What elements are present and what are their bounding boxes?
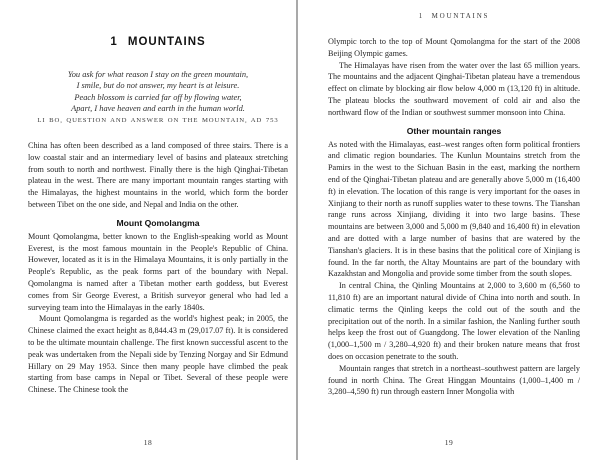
paragraph: Mountain ranges that stretch in a northeast–southwest pattern are largely found in north China. The Great Hinggan Mountains (1,000–1,400 m / 3,280–4,590 ft) run through eastern Inner Mongolia with: [328, 363, 580, 397]
page-right: [298, 0, 600, 460]
paragraph-intro: China has often been described as a land composed of three stairs. There is a low coastal stair and an intermediary level of basins and plateaux stretching from south to north and northwest. Finally there is the high Qinghai-Tibetan plateau in the west. There are many important mountain ranges starting with the Himalayas, the highest mountains in the world, which form the border between Tibet on the one side, and Nepal and India on the other.: [28, 141, 288, 210]
subheading-other-mountain-ranges: Other mountain ranges: [406, 125, 502, 136]
paragraph: Mount Qomolangma, better known to the English-speaking world as Mount Everest, is the most famous mountain in the People's Republic of China. However, located as it is in the Himalaya Mountains, it is only partially in the People's Republic, as the peak forms part of the boundary with Nepal. Qomolangma is named after a Tibetan mother earth goddess, but Everest comes from Sir George Everest, a British surveyor general who had led a surveying team into the Himalayas in the early 1840s.: [28, 231, 288, 312]
paragraph: The Himalayas have risen from the water over the last 65 million years. The mountains and the adjacent Qinghai-Tibetan plateau have a tremendous effect on climate by blocking air flow below 4,000 m (13,120 ft) in altitude. The plateau blocks the southward movement of cold air and also the northward flow of the Indian or southwest summer monsoon into China.: [328, 60, 580, 117]
page-number-right: 19: [444, 438, 454, 447]
epigraph-line: You ask for what reason I stay on the green mountain,: [67, 70, 249, 79]
epigraph: [28, 69, 288, 126]
paragraph: In central China, the Qinling Mountains at 2,000 to 3,600 m (6,560 to 11,810 ft) are an important natural divide of China into north and south. In climatic terms the Qinling keeps the cold out of the south and the precipitation out of the north. In a similar fashion, the Nanling further south helps keep the frost out of Guangdong. The lower elevation of the Nanling (1,000–1,500 m / 3,280–4,920 ft) and their broken nature means that frost does on occasion penetrate to the south.: [328, 281, 580, 361]
running-head: 1 MOUNTAINS: [418, 12, 490, 20]
paragraph-continuation: Olympic torch to the top of Mount Qomolangma for the start of the 2008 Beijing Olympic games.: [328, 37, 580, 58]
epigraph-line: Peach blossom is carried far off by flowing water,: [74, 92, 242, 102]
epigraph-attribution: LI BO, QUESTION AND ANSWER ON THE MOUNTAIN, AD 753: [37, 116, 279, 124]
epigraph-line: Apart, I have heaven and earth in the human world.: [71, 104, 245, 114]
chapter-title: 1 MOUNTAINS: [110, 36, 206, 48]
page-number-left: 18: [143, 438, 153, 447]
subheading-mount-qomolangma: Mount Qomolangma: [116, 217, 200, 228]
page-left: [0, 0, 296, 460]
epigraph-line: I smile, but do not answer, my heart is at leisure.: [76, 81, 240, 91]
paragraph: Mount Qomolangma is regarded as the world's highest peak; in 2005, the Chinese claimed the exact height as 8,844.43 m (29,017.07 ft). It is considered to be the ultimate mountain challenge. The first known successful ascent to the peak was undertaken from the Nepali side by Tenzing Norgay and Sir Edmund Hillary on 29 May 1953. Since then many people have climbed the peak starting from base camps in Nepal or Tibet. Several of these people were Chinese. The Chinese took the: [28, 314, 288, 395]
paragraph: As noted with the Himalayas, east–west ranges often form political frontiers and climatic region boundaries. The Kunlun Mountains stretch from the Pamirs in the west to the Sichuan Basin in the east, marking the northern end of the Qinghai-Tibetan plateau and are generally above 5,000 m (16,400 ft) in elevation. The location of this range is very important for the oases in Xinjiang to their north as runoff supplies water to these towns. The Tianshan range runs across Xinjiang, dividing it into two large basins. These mountains are between 3,000 and 5,000 m (9,840 and 16,400 ft) in elevation and are dotted with a large number of basins that are watered by the Tianshan's glaciers. It is in these basins that the political core of Xinjiang is found. In the far north, the Altay Mountains are part of the boundary with Kazakhstan and Mongolia and provide some timber from the south slopes.: [328, 139, 580, 279]
